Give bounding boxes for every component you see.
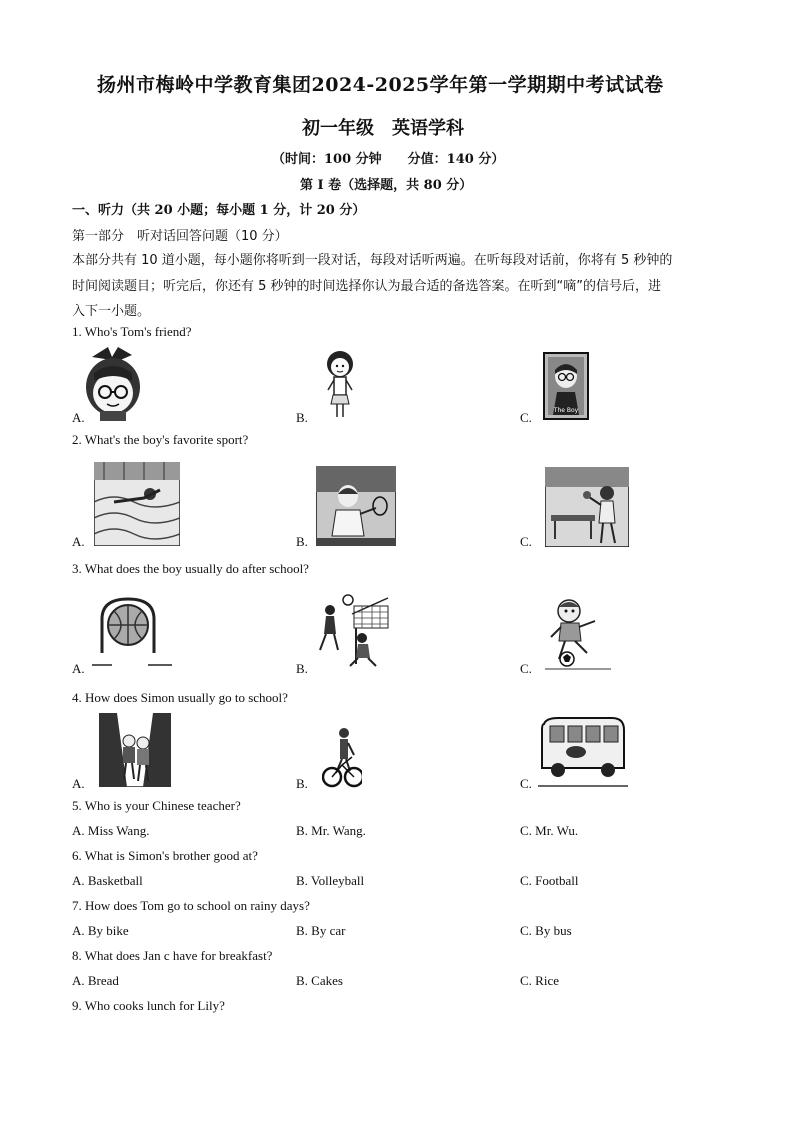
question-9: 9. Who cooks lunch for Lily? bbox=[72, 998, 225, 1013]
q2-option-a[interactable]: A. bbox=[72, 534, 85, 549]
question-1: 1. Who's Tom's friend? bbox=[72, 324, 192, 339]
instructions-line-3: 入下一小题。 bbox=[72, 304, 151, 319]
q5-option-b[interactable]: B. Mr. Wang. bbox=[296, 823, 366, 838]
part-heading: 第一部分 听对话回答问题（10 分） bbox=[72, 229, 288, 244]
question-8: 8. What does Jan c have for breakfast? bbox=[72, 948, 273, 963]
exam-title: 扬州市梅岭中学教育集团2024-2025学年第一学期期中考试试卷 bbox=[97, 74, 664, 96]
q8-option-a[interactable]: A. Bread bbox=[72, 973, 119, 988]
q6-option-a[interactable]: A. Basketball bbox=[72, 873, 143, 888]
basketball-icon bbox=[90, 595, 176, 673]
q1-option-c[interactable]: C. bbox=[520, 410, 532, 425]
instructions-line-2: 时间阅读题目；听完后，你还有 5 秒钟的时间选择你认为最合适的备选答案。在听到“嘀”的信号后，进 bbox=[72, 279, 662, 294]
q7-option-c[interactable]: C. By bus bbox=[520, 923, 572, 938]
q5-option-a[interactable]: A. Miss Wang. bbox=[72, 823, 150, 838]
q2-option-b[interactable]: B. bbox=[296, 534, 308, 549]
book-cover-boy-icon bbox=[543, 352, 589, 420]
girl-standing-icon bbox=[322, 350, 358, 420]
bus-icon bbox=[538, 716, 628, 790]
volleyball-icon bbox=[316, 594, 392, 668]
table-tennis-icon bbox=[545, 467, 629, 547]
exam-subtitle: 初一年级 英语学科 bbox=[302, 118, 464, 139]
volume-heading: 第 I 卷（选择题，共 80 分） bbox=[300, 178, 473, 193]
section-heading: 一、听力（共 20 小题；每小题 1 分，计 20 分） bbox=[72, 203, 366, 218]
q3-option-b[interactable]: B. bbox=[296, 661, 308, 676]
girl-with-glasses-icon bbox=[82, 345, 144, 421]
time-score: （时间：100 分钟 分值：140 分） bbox=[272, 152, 505, 167]
q6-option-c[interactable]: C. Football bbox=[520, 873, 579, 888]
q2-option-c[interactable]: C. bbox=[520, 534, 532, 549]
instructions-line-1: 本部分共有 10 道小题，每小题你将听到一段对话，每段对话听两遍。在听每段对话前，你将有 5 秒钟的 bbox=[72, 253, 673, 268]
question-2: 2. What's the boy's favorite sport? bbox=[72, 432, 249, 447]
q4-option-c[interactable]: C. bbox=[520, 776, 532, 791]
question-3: 3. What does the boy usually do after school? bbox=[72, 561, 309, 576]
question-5: 5. Who is your Chinese teacher? bbox=[72, 798, 241, 813]
q1-option-a[interactable]: A. bbox=[72, 410, 85, 425]
walking-icon bbox=[97, 713, 173, 787]
question-6: 6. What is Simon's brother good at? bbox=[72, 848, 258, 863]
q1-option-b[interactable]: B. bbox=[296, 410, 308, 425]
question-7: 7. How does Tom go to school on rainy days? bbox=[72, 898, 310, 913]
q5-option-c[interactable]: C. Mr. Wu. bbox=[520, 823, 579, 838]
q7-option-a[interactable]: A. By bike bbox=[72, 923, 129, 938]
football-icon bbox=[545, 597, 611, 673]
q8-option-c[interactable]: C. Rice bbox=[520, 973, 559, 988]
q3-option-c[interactable]: C. bbox=[520, 661, 532, 676]
q4-option-b[interactable]: B. bbox=[296, 776, 308, 791]
book-cover-label: The Boy bbox=[553, 407, 579, 414]
swimming-icon bbox=[94, 462, 180, 546]
q6-option-b[interactable]: B. Volleyball bbox=[296, 873, 365, 888]
tennis-icon bbox=[316, 466, 396, 546]
bike-icon bbox=[322, 727, 362, 789]
q4-option-a[interactable]: A. bbox=[72, 776, 85, 791]
q7-option-b[interactable]: B. By car bbox=[296, 923, 346, 938]
q3-option-a[interactable]: A. bbox=[72, 661, 85, 676]
q8-option-b[interactable]: B. Cakes bbox=[296, 973, 343, 988]
question-4: 4. How does Simon usually go to school? bbox=[72, 690, 288, 705]
